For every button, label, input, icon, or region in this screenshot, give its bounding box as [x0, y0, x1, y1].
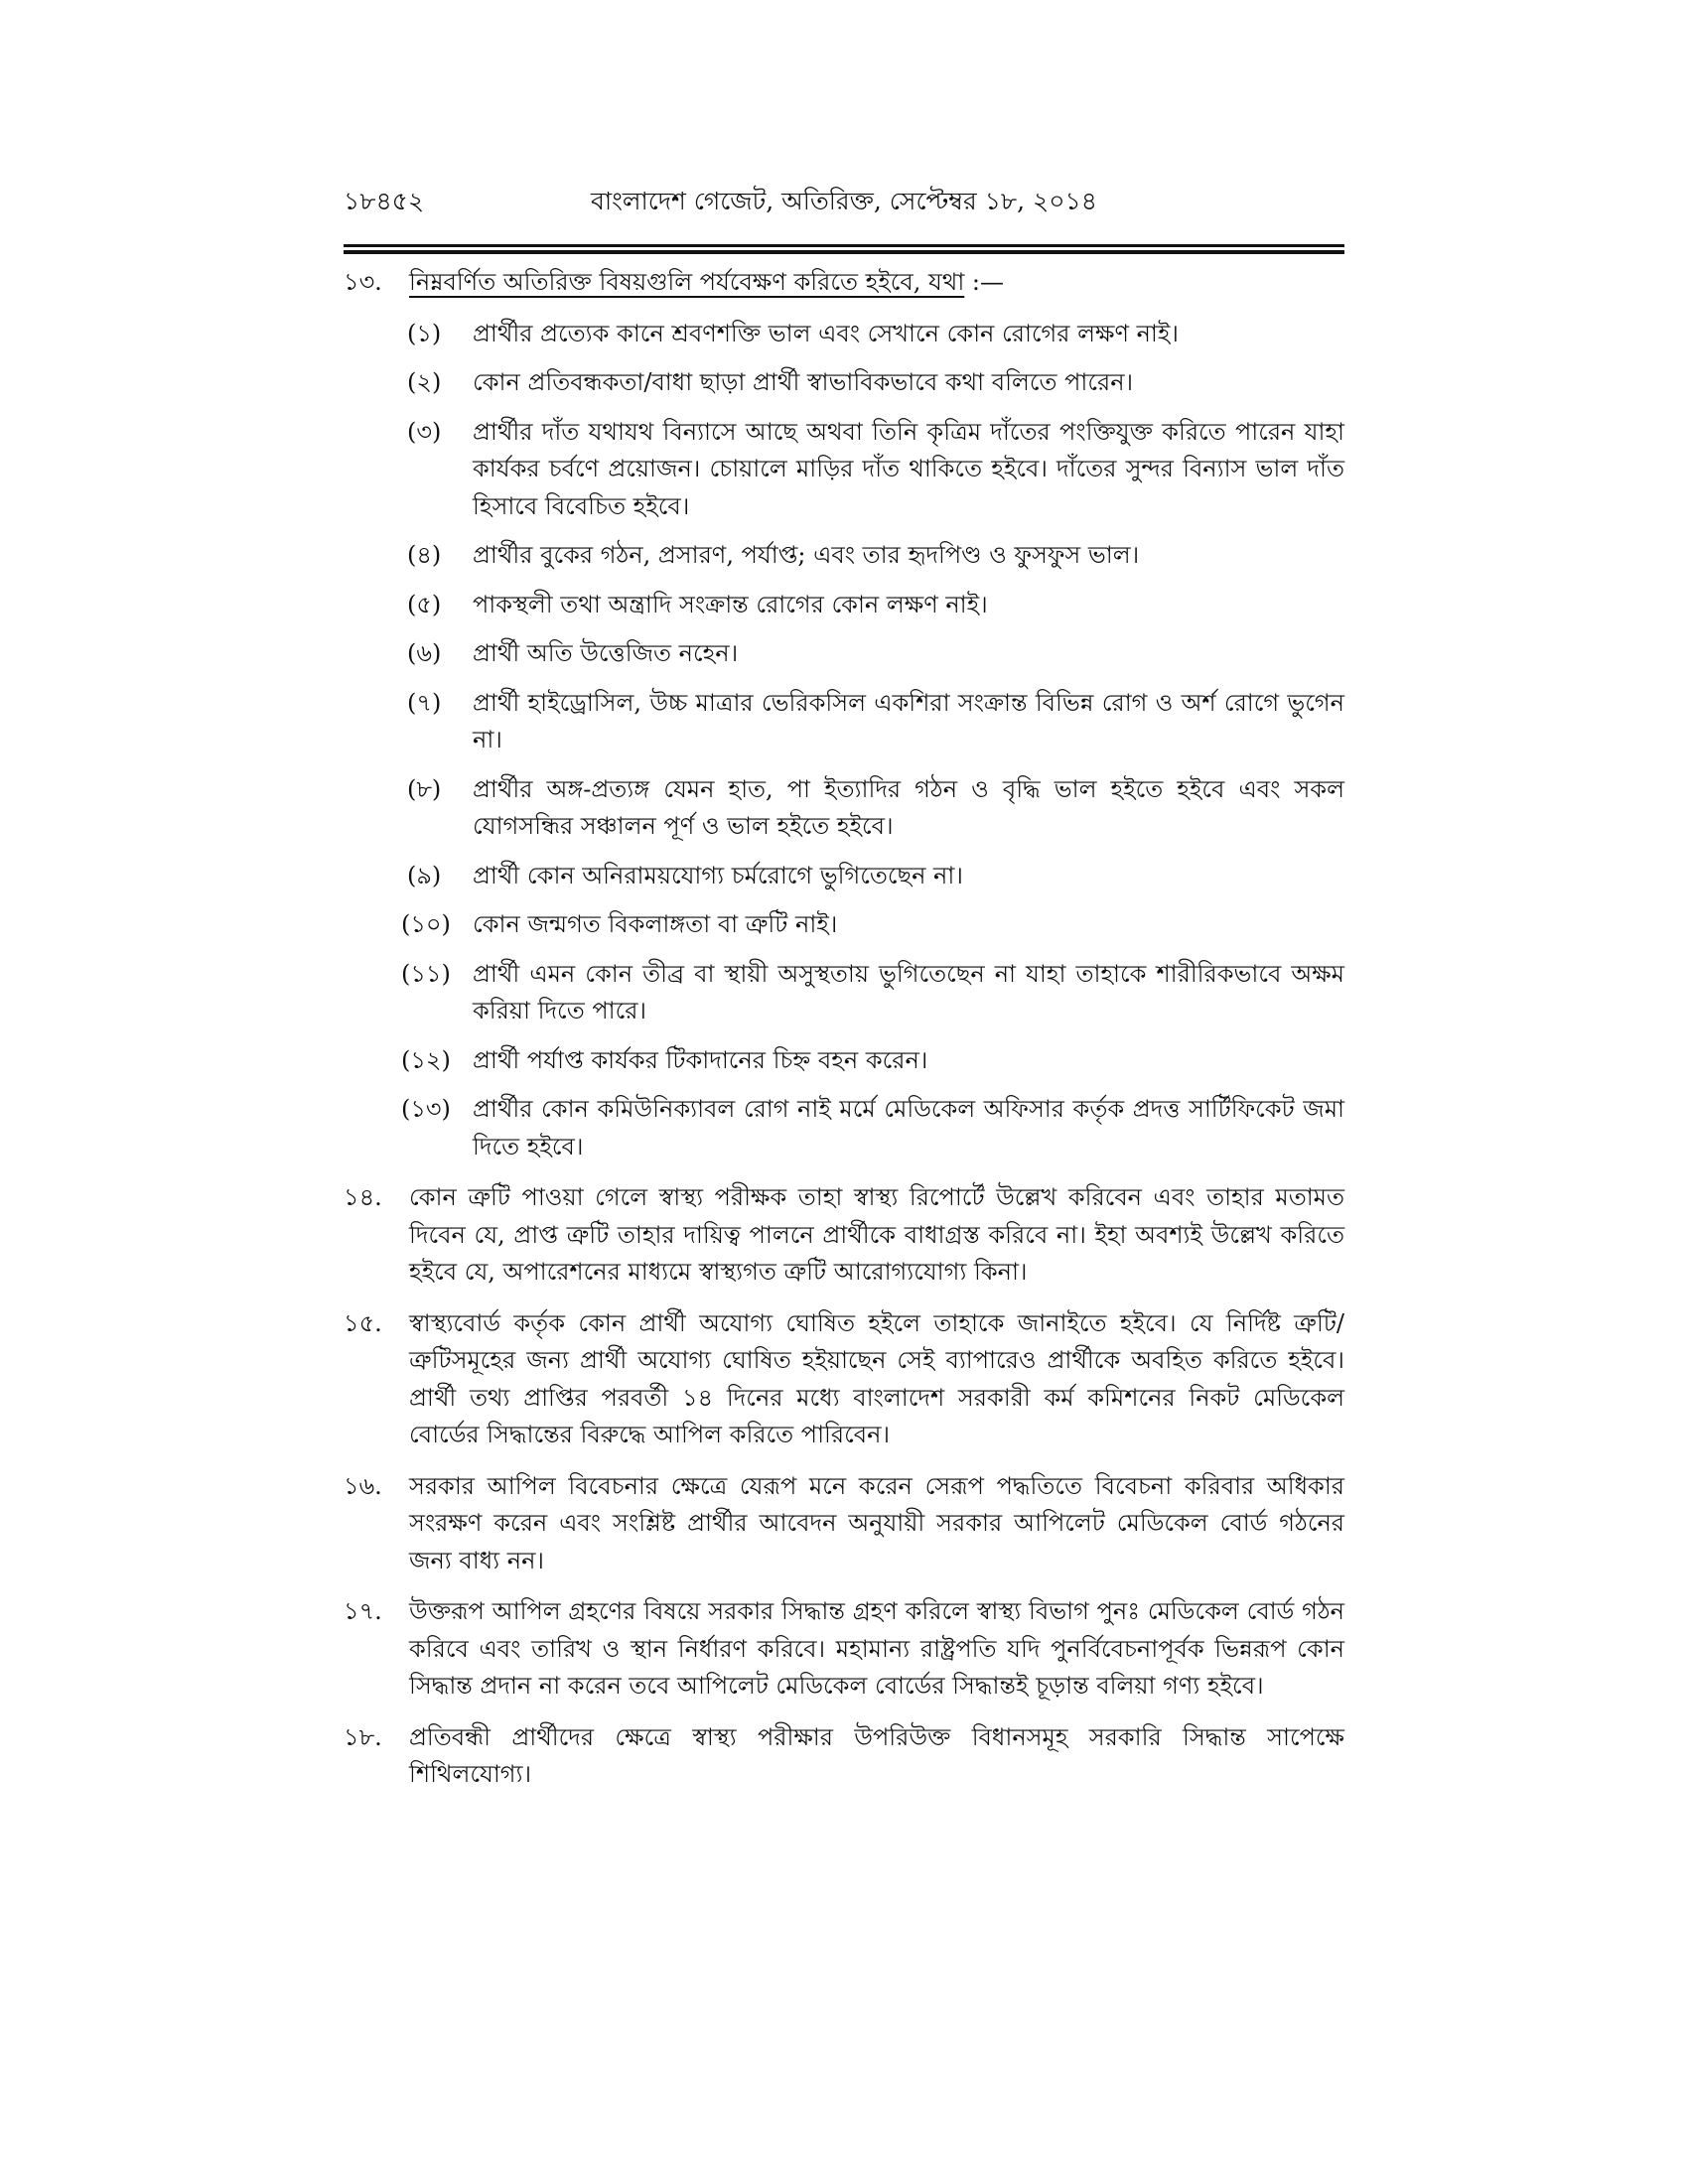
list-item [344, 587, 1344, 624]
item-number: (৮) [407, 774, 442, 803]
section-heading: নিম্নবর্ণিত অতিরিক্ত বিষয়গুলি পর্যবেক্ষণ করিতে হইবে, যথা [409, 268, 965, 296]
gazette-title: বাংলাদেশ গেজেট, অতিরিক্ত, সেপ্টেম্বর ১৮, ২০১৪ [590, 187, 1098, 215]
list-item [344, 771, 1344, 846]
item-text: প্রার্থীর অঙ্গ-প্রত্যঙ্গ যেমন হাত, পা ইত্যাদির গঠন ও বৃদ্ধি ভাল হইতে হইবে এবং সকল যোগসন্ধির সঞ্চালন পূর্ণ ও ভাল হইতে হইবে। [473, 774, 1344, 840]
section-number: ১৭. [344, 1597, 382, 1625]
item-number: (১) [407, 319, 442, 347]
item-number: (১২) [401, 1045, 451, 1074]
section-number: ১৮. [344, 1722, 382, 1751]
section-number: ১৬. [344, 1471, 382, 1500]
section-18 [344, 1719, 1344, 1794]
section-17 [344, 1593, 1344, 1706]
section-text: কোন ত্রুটি পাওয়া গেলে স্বাস্থ্য পরীক্ষক তাহা স্বাস্থ্য রিপোর্টে উল্লেখ করিবেন এবং তাহার মতামত দিবেন যে, প্রাপ্ত ত্রুটি তাহার দায়িত্ব পালনে প্রার্থীকে বাধাগ্রস্ত করিবে না। ইহা অবশ্যই উল্লেখ করিতে হইবে যে, অপারেশনের মাধ্যমে স্বাস্থ্যগত ত্রুটি আরোগ্যযোগ্য কিনা। [409, 1183, 1344, 1286]
page-number: ১৮৪৫২ [344, 187, 425, 215]
list-item [344, 537, 1344, 575]
item-text: প্রার্থী এমন কোন তীব্র বা স্থায়ী অসুস্থতায় ভুগিতেছেন না যাহা তাহাকে শারীরিকভাবে অক্ষম করিয়া দিতে পারে। [473, 959, 1344, 1024]
list-item [344, 635, 1344, 673]
item-number: (২) [407, 368, 442, 396]
item-number: (৪) [407, 541, 442, 569]
item-text: কোন জন্মগত বিকলাঙ্গতা বা ত্রুটি নাই। [473, 910, 838, 938]
section-14 [344, 1179, 1344, 1292]
section-number: ১৩. [344, 268, 382, 296]
list-item [344, 1091, 1344, 1165]
item-text: প্রার্থী কোন অনিরাময়যোগ্য চর্মরোগে ভুগিতেছেন না। [473, 861, 963, 889]
item-number: (৬) [407, 639, 442, 667]
item-number: (৭) [407, 688, 442, 717]
section-text: প্রতিবন্ধী প্রার্থীদের ক্ষেত্রে স্বাস্থ্য পরীক্ষার উপরিউক্ত বিধানসমূহ সরকারি সিদ্ধান্ত সাপেক্ষে শিথিলযোগ্য। [409, 1722, 1344, 1788]
section-15 [344, 1305, 1344, 1454]
section-text: স্বাস্থ্যবোর্ড কর্তৃক কোন প্রার্থী অযোগ্য ঘোষিত হইলে তাহাকে জানাইতে হইবে। যে নির্দিষ্ট ত্রুটি/ত্রুটিসমূহের জন্য প্রার্থী অযোগ্য ঘোষিত হইয়াছেন সেই ব্যাপারেও প্রার্থীকে অবহিত করিতে হইবে। প্রার্থী তথ্য প্রাপ্তির পরবর্তী ১৪ দিনের মধ্যে বাংলাদেশ সরকারী কর্ম কমিশনের নিকট মেডিকেল বোর্ডের সিদ্ধান্তের বিরুদ্ধে আপিল করিতে পারিবেন। [409, 1308, 1344, 1448]
running-head [344, 177, 1344, 226]
list-item [344, 364, 1344, 402]
item-text: পাকস্থলী তথা অন্ত্রাদি সংক্রান্ত রোগের কোন লক্ষণ নাই। [473, 590, 988, 618]
item-text: প্রার্থীর দাঁত যথাযথ বিন্যাসে আছে অথবা তিনি কৃত্রিম দাঁতের পংক্তিযুক্ত করিতে পারেন যাহা কার্যকর চর্বণে প্রয়োজন। চোয়ালে মাড়ির দাঁত থাকিতে হইবে। দাঁতের সুন্দর বিন্যাস ভাল দাঁত হিসাবে বিবেচিত হইবে। [473, 417, 1344, 520]
item-text: প্রার্থী হাইড্রোসিল, উচ্চ মাত্রার ভেরিকসিল একশিরা সংক্রান্ত বিভিন্ন রোগ ও অর্শ রোগে ভুগেন না। [473, 688, 1344, 753]
item-text: কোন প্রতিবন্ধকতা/বাধা ছাড়া প্রার্থী স্বাভাবিকভাবে কথা বলিতে পারেন। [473, 368, 1134, 396]
list-item [344, 858, 1344, 895]
item-text: প্রার্থীর প্রত্যেক কানে শ্রবণশক্তি ভাল এবং সেখানে কোন রোগের লক্ষণ নাই। [473, 319, 1179, 347]
section-text: সরকার আপিল বিবেচনার ক্ষেত্রে যেরূপ মনে করেন সেরূপ পদ্ধতিতে বিবেচনা করিবার অধিকার সংরক্ষণ করেন এবং সংশ্লিষ্ট প্রার্থীর আবেদন অনুযায়ী সরকার আপিলেট মেডিকেল বোর্ড গঠনের জন্য বাধ্য নন। [409, 1471, 1344, 1574]
item-number: (১১) [401, 959, 451, 988]
document-body [344, 264, 1344, 1808]
list-item [344, 1042, 1344, 1080]
list-item [344, 414, 1344, 526]
item-number: (৩) [407, 417, 442, 446]
section-heading-tail: :— [964, 268, 1004, 296]
item-text: প্রার্থীর কোন কমিউনিক্যাবল রোগ নাই মর্মে মেডিকেল অফিসার কর্তৃক প্রদত্ত সার্টিফিকেট জমা দিতে হইবে। [473, 1095, 1344, 1160]
section-number: ১৪. [344, 1183, 382, 1211]
item-text: প্রার্থীর বুকের গঠন, প্রসারণ, পর্যাপ্ত; এবং তার হৃদপিণ্ড ও ফুসফুস ভাল। [473, 541, 1140, 569]
list-item [344, 956, 1344, 1030]
item-number: (৯) [407, 861, 442, 889]
list-item [344, 906, 1344, 944]
list-item [344, 685, 1344, 759]
section-text: উক্তরূপ আপিল গ্রহণের বিষয়ে সরকার সিদ্ধান্ত গ্রহণ করিলে স্বাস্থ্য বিভাগ পুনঃ মেডিকেল বোর্ড গঠন করিবে এবং তারিখ ও স্থান নির্ধারণ করিবে। মহামান্য রাষ্ট্রপতি যদি পুনর্বিবেচনাপূর্বক ভিন্নরূপ কোন সিদ্ধান্ত প্রদান না করেন তবে আপিলেট মেডিকেল বোর্ডের সিদ্ধান্তই চূড়ান্ত বলিয়া গণ্য হইবে। [409, 1597, 1344, 1700]
item-number: (১০) [401, 910, 451, 938]
item-number: (১৩) [401, 1095, 451, 1123]
header-rule-bottom [344, 250, 1344, 254]
item-number: (৫) [407, 590, 442, 618]
section-13-list [344, 316, 1344, 1166]
item-text: প্রার্থী পর্যাপ্ত কার্যকর টিকাদানের চিহ্ন বহন করেন। [473, 1045, 928, 1074]
section-13 [344, 264, 1344, 302]
item-text: প্রার্থী অতি উত্তেজিত নহেন। [473, 639, 739, 667]
list-item [344, 316, 1344, 353]
section-16 [344, 1468, 1344, 1580]
section-number: ১৫. [344, 1308, 382, 1337]
header-rule-top [344, 244, 1344, 247]
